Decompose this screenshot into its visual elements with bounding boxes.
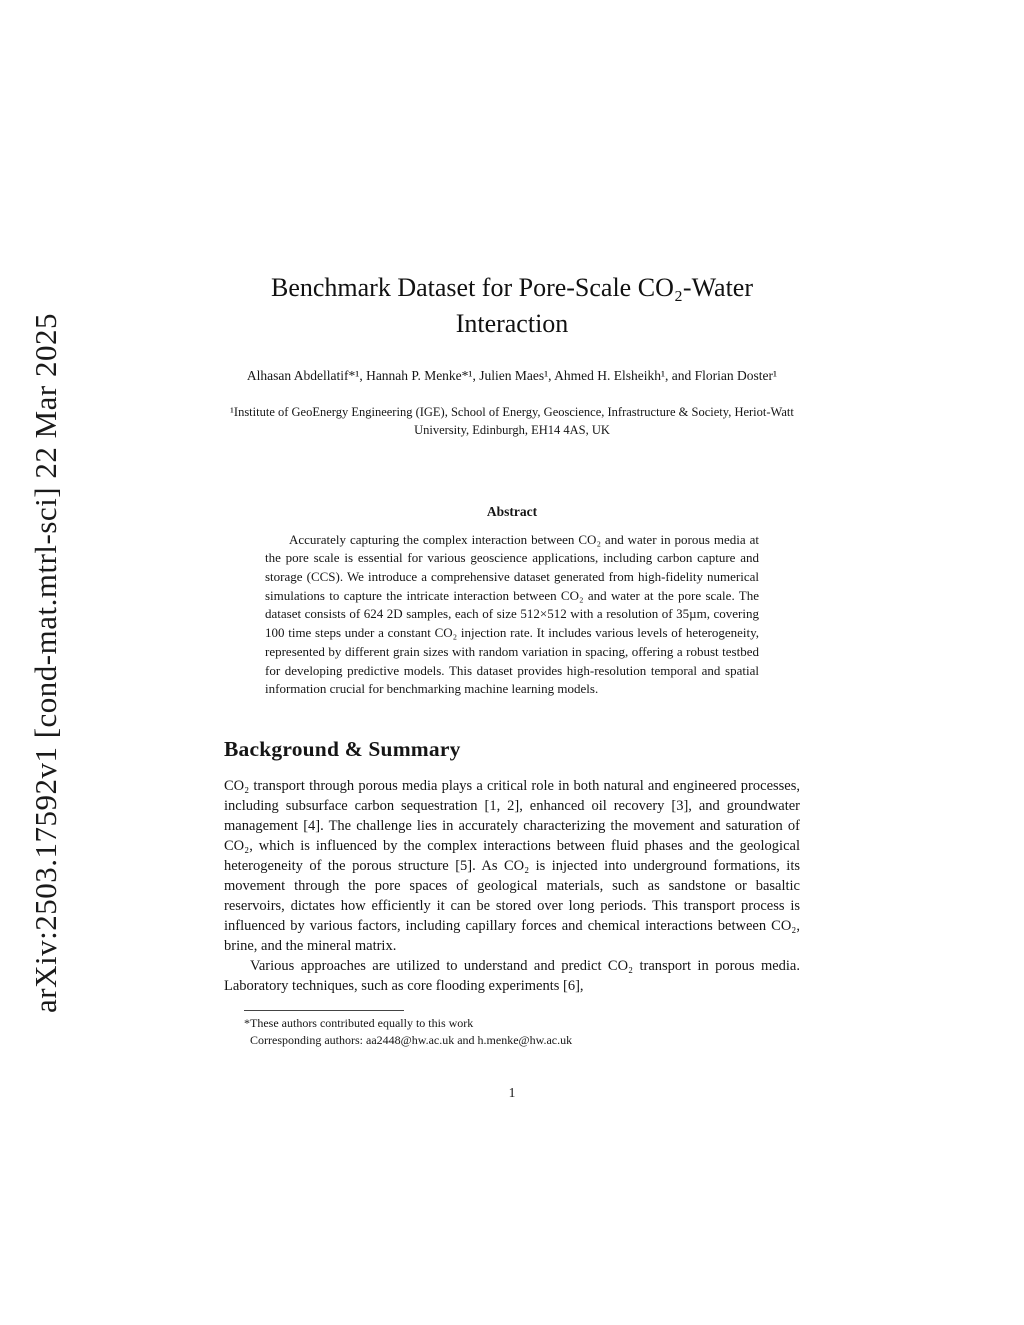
footnote-corresponding-authors: Corresponding authors: aa2448@hw.ac.uk and h.menke@hw.ac.uk [250, 1032, 573, 1047]
abstract-heading: Abstract [486, 503, 538, 519]
section-heading-background-summary: Background & Summary [224, 737, 461, 762]
body-paragraph-2: Various approaches are utilized to understand and predict CO₂ transport in porous media. Laboratory techniques, such as core flooding experiments [6], [224, 958, 800, 995]
arxiv-watermark: arXiv:2503.17592v1 [cond-mat.mtrl-sci] 22 Mar 2025 [28, 313, 63, 1013]
body-paragraph-1: CO₂ transport through porous media plays a critical role in both natural and engineered processes, including subsurface carbon sequestration [1, 2], enhanced oil recovery [3], and groundwater management [4]. The challenge lies in accurately characterizing the movement and saturation of CO₂, which is influenced by the complex interactions between fluid phases and the geological heterogeneity of the porous structure [5]. As CO₂ is injected into underground formations, its movement through the pore spaces of geological materials, such as sandstone or basaltic reservoirs, dictates how efficiently it can be stored over long periods. This transport process is influenced by various factors, including capillary forces and chemical interactions between CO₂, brine, and the mineral matrix. [224, 778, 800, 955]
footnote-equal-contribution: *These authors contributed equally to this work [244, 1016, 474, 1031]
author-list: Alhasan Abdellatif*¹, Hannah P. Menke*¹, Julien Maes¹, Ahmed H. Elsheikh¹, and Florian Doster¹ [246, 367, 778, 383]
affiliation: ¹Institute of GeoEnergy Engineering (IGE), School of Energy, Geoscience, Infrastructure & Society, Heriot-Watt University, Edinburgh, EH14 4AS, UK [230, 405, 794, 438]
footnote-block [224, 1010, 800, 1049]
paper-title: Benchmark Dataset for Pore-Scale CO₂-Water Interaction [270, 273, 753, 338]
abstract-section [224, 504, 800, 699]
paper-content [224, 0, 800, 1101]
footnote-rule [244, 1010, 404, 1011]
abstract-text: Accurately capturing the complex interaction between CO₂ and water in porous media at the pore scale is essential for various geoscience applications, including carbon capture and storage (CCS). We introduce a comprehensive dataset generated from high-fidelity numerical simulations to capture the intricate interaction between CO₂ and water at the pore scale. The dataset consists of 624 2D samples, each of size 512×512 with a resolution of 35µm, covering 100 time steps under a constant CO₂ injection rate. It includes various levels of heterogeneity, represented by different grain sizes with random variation in spacing, offering a robust testbed for developing predictive models. This dataset provides high-resolution temporal and spatial information crucial for benchmarking machine learning models. [265, 531, 759, 697]
page-number: 1 [508, 1084, 516, 1100]
